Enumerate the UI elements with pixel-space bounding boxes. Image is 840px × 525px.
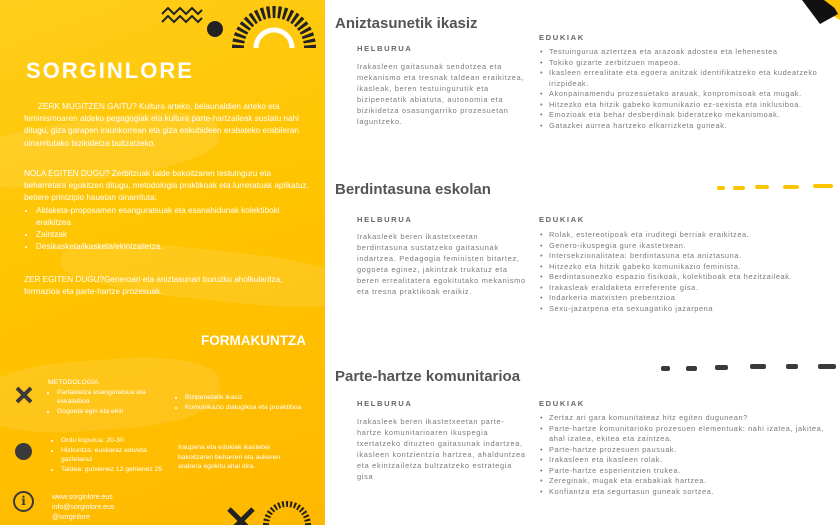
edukiak-label: EDUKIAK	[539, 33, 585, 42]
list-item: • Hizkuntza: euskaraz edo/eta gaztelaraz	[61, 446, 168, 465]
section-title-aniztasunetik: Aniztasunetik ikasiz	[335, 15, 478, 32]
email-link[interactable]: info@sorginlore.eus	[52, 504, 115, 511]
bottom-cross-icon	[226, 506, 256, 525]
edukiak-label: EDUKIAK	[539, 399, 585, 408]
metodologia-title: METODOLOGIA	[48, 379, 99, 386]
close-cross-icon	[15, 386, 33, 404]
list-item: • Komunikazio dialogikoa eta proaktiboa	[185, 403, 316, 413]
principles-list	[36, 205, 309, 254]
dot-icon	[207, 21, 223, 37]
arch-icon	[232, 6, 316, 48]
list-item: • Testuingurua aztertzea eta arazoak adostea eta lehenestea	[539, 47, 829, 58]
helburua-text: Irakasleek beren ikastetxeetan parte-hartze komunitarioaren ikuspegia txertatzeko dituzten gaitasunak indartzea, ikasleen kontzientzia hartzea, ahalduntzea eta ekintzailetza bultzatzeko estrategia gisa	[357, 417, 526, 482]
intro-paragraph-2-text: NOLA EGITEN DUGU? Zerbitzuak talde bakoitzaren testuinguru eta beharretara egokitzen ditugu, metodologia praktikoak eta lurreratuak aplikatuz, betiere printzipio hauetan oinarrituta:	[24, 169, 309, 203]
section-title-berdintasuna: Berdintasuna eskolan	[335, 181, 491, 198]
list-item: • Rolak, estereotipoak eta iruditegi berriak eraikitzea.	[539, 230, 829, 241]
contact-block	[52, 493, 114, 523]
list-item: • Akonpainamendu prozesuetako arauak, konpromisoak eta mugak.	[539, 89, 829, 100]
list-item: • Desikasketa/ikasketa/ekintzailetza.	[36, 241, 309, 253]
list-item: • Zaintzak	[36, 229, 309, 241]
list-item: • Parte-hartze komunitarioko prozesuen elementuak: nahi izatea, jakitea, ahal izatea, ekitea eta zaintzea.	[539, 424, 829, 445]
metodologia-block	[48, 378, 166, 416]
list-item: • Ikasleen errealitate eta egoera anitzak identifikatzeko eta kudeatzeko irizpideak.	[539, 68, 829, 89]
list-item: • Irakasleen eta ikasleen rolak.	[539, 455, 829, 466]
info-block	[52, 436, 168, 474]
intro-paragraph-2	[24, 168, 309, 253]
list-item: • Hitzezko eta hitzik gabeko komunikazio feminista.	[539, 262, 829, 273]
metodologia-right-block	[176, 393, 316, 412]
list-item: • Intersekzionalitatea: berdintasuna eta aniztasuna.	[539, 251, 829, 262]
helburua-label: HELBURUA	[357, 399, 413, 408]
list-item: • Irakasleak eraldaketa erreferente gisa.	[539, 283, 829, 294]
list-item: • Aldaketa-proposamen esanguratsuak eta esanahidunak kolektiboki eraikitzea	[36, 205, 309, 229]
website-link[interactable]: www.sorginlore.eus	[52, 494, 113, 501]
brand-title: SORGINLORE	[26, 58, 194, 83]
list-item: • Konfiantza eta segurtasun guneak sortzea.	[539, 487, 829, 498]
helburua-text: Irakasleek beren ikastetxeetan berdintasuna sustatzeko gaitasunak indartzea. Pedagogia feministen bitartez, gogoeta eginez, jakintzak trukatuz eta beren errealitatera egokitutako mekanismo eta tresna praktikoak eraikiz.	[357, 232, 526, 297]
list-item: • Gogoeta egin eta ekin	[57, 407, 166, 417]
list-item: • Zertaz ari gara komunitateaz hitz egiten dugunean?	[539, 413, 829, 424]
formakuntza-heading: FORMAKUNTZA	[201, 333, 306, 348]
social-handle[interactable]: @sorginlore	[52, 514, 90, 521]
list-item: • Bizipenetatik ikasiz	[185, 393, 316, 403]
list-item: • Parte-hartze prozesuen pausuak.	[539, 445, 829, 456]
intro-paragraph-3: ZER EGITEN DUGU?Generoari eta aniztasunari buruzko aholkularitza, formazioa eta parte-hartze prozesuak.	[24, 275, 283, 297]
edukiak-list	[539, 413, 829, 497]
dot-marker-icon	[15, 443, 32, 460]
left-panel	[0, 0, 325, 525]
info-note: Iraupena eta edukiak ikastetxe bakoitzaren beharren eta aukeren arabera egokitu ahal dira.	[178, 444, 281, 470]
helburua-text: Irakasleen gaitasunak sendotzea eta mekanismo eta tresnak taldean eraikitzea, ikasleak, beren testuingurutik eta bizipenetatik abiatuta, autonomia eta bizikidetza osasungarriko prozesuetan laguntzeko.	[357, 62, 525, 127]
list-item: • Sexu-jazarpena eta sexuagatiko jazarpena	[539, 304, 829, 315]
intro-paragraph-1: ZERK MUGITZEN GAITU? Kultura arteko, belaunaldien arteko eta feminismoaren aldeko pegagogiak eta kultura parte-hartzaileak sustatu nahi ditugu, giza garapen iraunkorrean eta giza eskubideen erabateko erabileran oinarritutako bizikidetza bultzatzeko.	[24, 102, 299, 148]
helburua-label: HELBURUA	[357, 215, 413, 224]
edukiak-label: EDUKIAK	[539, 215, 585, 224]
info-icon: i	[13, 491, 34, 512]
helburua-label: HELBURUA	[357, 44, 413, 53]
list-item: • Partaidetza esanguratsua eta eskalaiboa	[57, 388, 166, 407]
list-item: • Emozioak eta behar desberdinak bideratzeko mekanismoak.	[539, 110, 829, 121]
section-title-parte-hartze: Parte-hartze komunitarioa	[335, 368, 521, 385]
info-list	[61, 436, 168, 474]
list-item: • Berdintasunezko espazio fisikoak, kolektiboak eta hezitzaileak.	[539, 272, 829, 283]
metodologia-list	[57, 388, 166, 417]
edukiak-list	[539, 230, 829, 314]
list-item: • Parte-hartze esperientzien trukea.	[539, 466, 829, 477]
list-item: • Genero-ikuspegia gure ikastetxean.	[539, 241, 829, 252]
bottom-arc-icon	[262, 500, 312, 525]
metodologia-right-list	[185, 393, 316, 412]
zigzag-icon	[160, 4, 204, 26]
list-item: • Indarkeria matxisten prebentzioa	[539, 293, 829, 304]
list-item: • Ordu kopurua: 20-30	[61, 436, 168, 446]
corner-decoration-icon	[798, 0, 840, 32]
list-item: • Hitzezko eta hitzik gabeko komunikazio ez-sexista eta inklusiboa.	[539, 100, 829, 111]
list-item: • Tokiko gizarte zerbitzuen mapeoa.	[539, 58, 829, 69]
list-item: • Taldea: gutxienez 12 gehienez 25	[61, 465, 168, 475]
edukiak-list	[539, 47, 829, 131]
list-item: • Zereginak, mugak eta erabakiak hartzea.	[539, 476, 829, 487]
list-item: • Gatazkei aurrea hartzeko elkarrizketa guneak.	[539, 121, 829, 132]
